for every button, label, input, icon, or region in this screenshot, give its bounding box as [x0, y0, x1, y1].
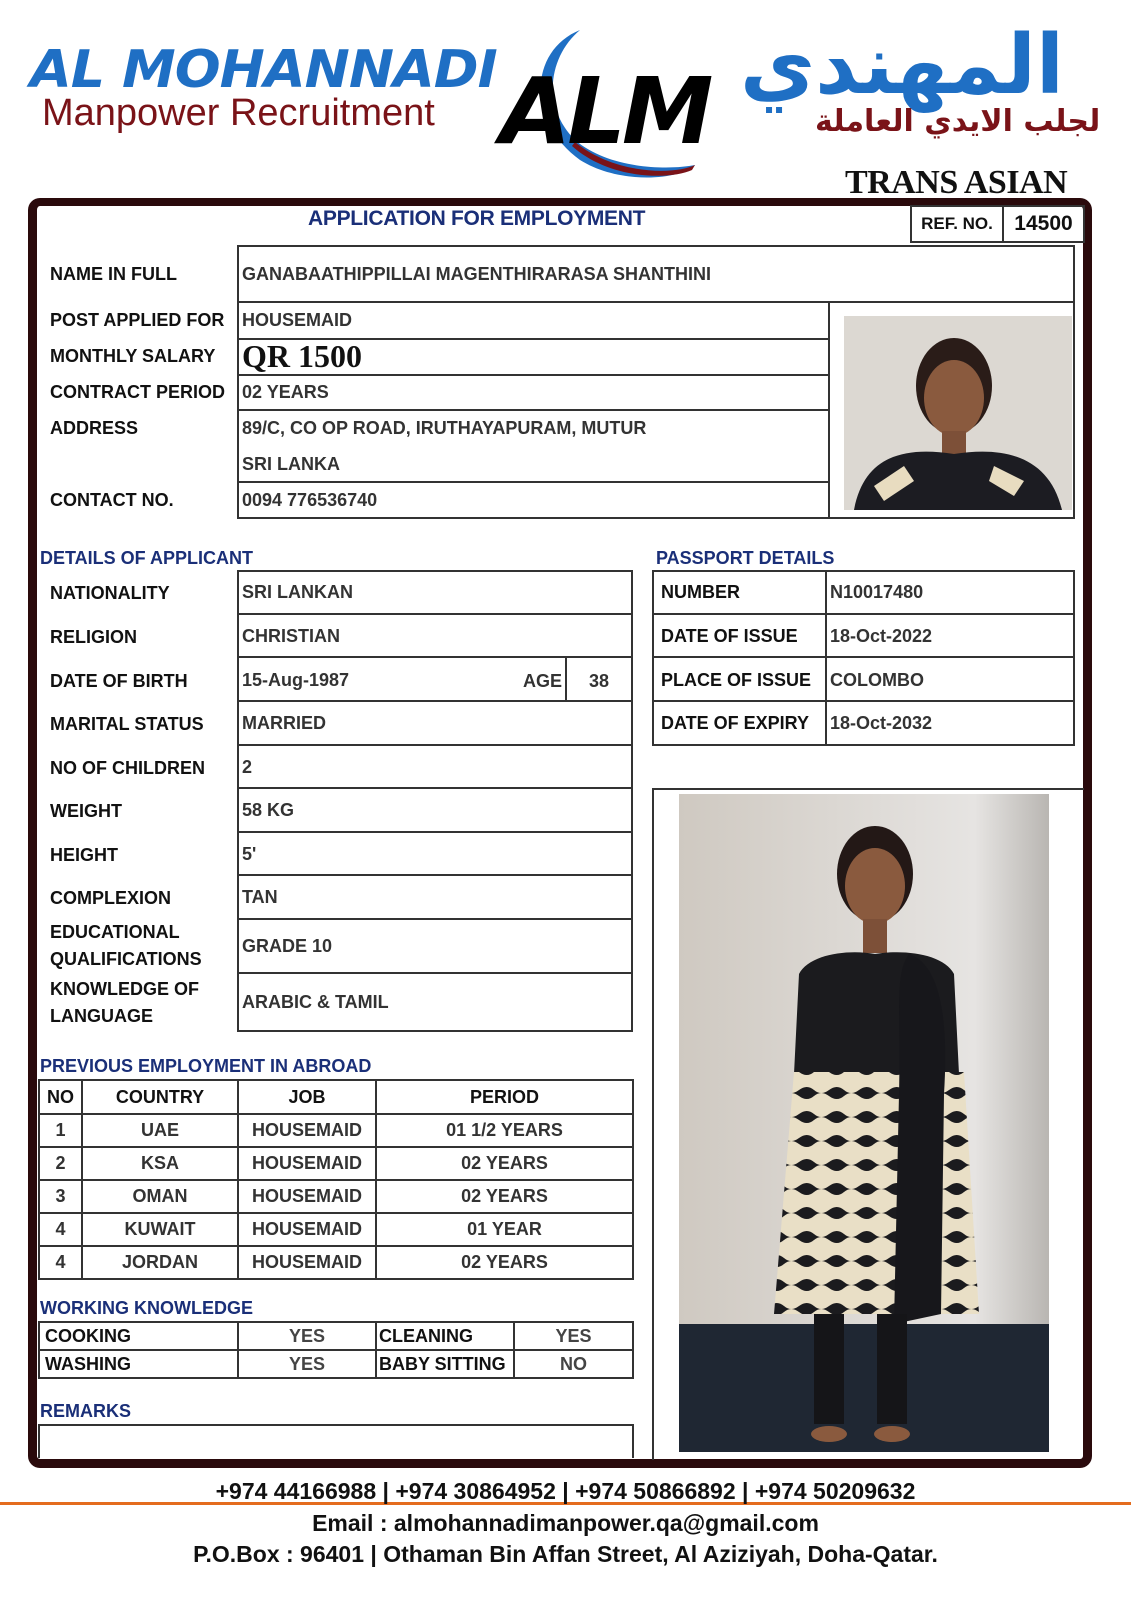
footer-address: P.O.Box : 96401 | Othaman Bin Affan Street, Al Aziziyah, Doha-Qatar. [193, 1541, 938, 1567]
skill-name: CLEANING [376, 1322, 514, 1350]
ref-number-box [910, 205, 1085, 243]
label-weight: WEIGHT [50, 801, 122, 821]
value-contact: 0094 776536740 [242, 490, 378, 510]
value-complexion: TAN [242, 887, 278, 907]
value-height: 5' [242, 844, 257, 864]
value-place-of-issue: COLOMBO [830, 670, 924, 690]
col-header-period: PERIOD [376, 1080, 633, 1114]
label-education-1: EDUCATIONAL [50, 922, 180, 942]
section-remarks: REMARKS [40, 1401, 132, 1421]
skill-value: YES [238, 1322, 376, 1350]
cell-country: UAE [82, 1114, 238, 1147]
skill-value: NO [514, 1350, 633, 1378]
table-row [39, 1350, 633, 1378]
section-passport-details: PASSPORT DETAILS [656, 548, 835, 568]
value-education: GRADE 10 [242, 936, 333, 956]
skill-value: YES [238, 1350, 376, 1378]
col-header-no: NO [39, 1080, 82, 1114]
value-date-of-expiry: 18-Oct-2032 [830, 713, 933, 733]
label-address: ADDRESS [50, 418, 139, 438]
cell-no: 1 [39, 1114, 82, 1147]
footer-phones: +974 44166988 | +974 30864952 | +974 50866892 | +974 50209632 [215, 1478, 916, 1504]
skill-name: BABY SITTING [376, 1350, 514, 1378]
table-row [39, 1147, 633, 1180]
value-address-line1: 89/C, CO OP ROAD, IRUTHAYAPURAM, MUTUR [242, 418, 647, 438]
skill-name: COOKING [39, 1322, 238, 1350]
label-date-of-issue: DATE OF ISSUE [661, 626, 798, 646]
value-salary: QR 1500 [242, 338, 362, 374]
value-date-of-issue: 18-Oct-2022 [830, 626, 933, 646]
label-contact: CONTACT NO. [50, 490, 174, 510]
label-contract: CONTRACT PERIOD [50, 382, 225, 402]
table-row [39, 1213, 633, 1246]
footer-email: Email : almohannadimanpower.qa@gmail.com [312, 1510, 819, 1536]
value-post: HOUSEMAID [242, 310, 353, 330]
label-religion: RELIGION [50, 627, 138, 647]
cell-period: 02 YEARS [376, 1147, 633, 1180]
cell-country: KUWAIT [82, 1213, 238, 1246]
table-row [39, 1246, 633, 1279]
value-passport-number: N10017480 [830, 582, 924, 602]
cell-period: 02 YEARS [376, 1246, 633, 1279]
cell-job: HOUSEMAID [238, 1213, 376, 1246]
value-nationality: SRI LANKAN [242, 582, 353, 602]
table-row [39, 1114, 633, 1147]
label-age: AGE [523, 671, 563, 691]
label-language-2: LANGUAGE [50, 1006, 153, 1026]
cell-country: OMAN [82, 1180, 238, 1213]
cell-job: HOUSEMAID [238, 1180, 376, 1213]
previous-employment-table [38, 1079, 634, 1280]
partner-name: TRANS ASIAN [845, 164, 1068, 201]
table-header-row [39, 1080, 633, 1114]
section-working-knowledge: WORKING KNOWLEDGE [40, 1298, 253, 1318]
value-address-line2: SRI LANKA [242, 454, 340, 474]
ref-label: REF. NO. [912, 207, 1004, 241]
skill-name: WASHING [39, 1350, 238, 1378]
cell-country: KSA [82, 1147, 238, 1180]
label-dob: DATE OF BIRTH [50, 671, 188, 691]
brand-name-en: AL MOHANNADI [30, 39, 497, 100]
cell-period: 01 YEAR [376, 1213, 633, 1246]
label-height: HEIGHT [50, 845, 119, 865]
remarks-field [38, 1424, 634, 1458]
cell-job: HOUSEMAID [238, 1246, 376, 1279]
cell-no: 3 [39, 1180, 82, 1213]
cell-job: HOUSEMAID [238, 1114, 376, 1147]
form-title: APPLICATION FOR EMPLOYMENT [308, 207, 646, 230]
label-place-of-issue: PLACE OF ISSUE [661, 670, 812, 690]
table-row [39, 1180, 633, 1213]
value-children: 2 [242, 757, 253, 777]
value-weight: 58 KG [242, 800, 295, 820]
cell-period: 01 1/2 YEARS [376, 1114, 633, 1147]
applicant-portrait-photo [844, 316, 1072, 510]
value-religion: CHRISTIAN [242, 626, 340, 646]
cell-job: HOUSEMAID [238, 1147, 376, 1180]
brand-monogram: ALM [500, 58, 710, 165]
cell-no: 2 [39, 1147, 82, 1180]
label-name: NAME IN FULL [50, 264, 177, 284]
label-language-1: KNOWLEDGE OF [50, 979, 199, 999]
applicant-full-body-photo [679, 794, 1049, 1452]
brand-name-ar: المهندي [740, 18, 1064, 113]
cell-period: 02 YEARS [376, 1180, 633, 1213]
cell-no: 4 [39, 1246, 82, 1279]
cell-no: 4 [39, 1213, 82, 1246]
label-passport-number: NUMBER [661, 582, 740, 602]
label-children: NO OF CHILDREN [50, 758, 205, 778]
label-post: POST APPLIED FOR [50, 310, 225, 330]
section-previous-employment: PREVIOUS EMPLOYMENT IN ABROAD [40, 1056, 372, 1076]
value-contract: 02 YEARS [242, 382, 329, 402]
ref-number: 14500 [1014, 212, 1073, 235]
label-marital-status: MARITAL STATUS [50, 714, 204, 734]
value-age: 38 [589, 671, 610, 691]
working-knowledge-table [38, 1321, 634, 1379]
value-name: GANABAATHIPPILLAI MAGENTHIRARASA SHANTHINI [242, 264, 711, 284]
label-nationality: NATIONALITY [50, 583, 170, 603]
col-header-country: COUNTRY [82, 1080, 238, 1114]
skill-value: YES [514, 1322, 633, 1350]
value-language: ARABIC & TAMIL [242, 992, 389, 1012]
table-row [39, 1322, 633, 1350]
value-dob: 15-Aug-1987 [242, 670, 350, 690]
label-education-2: QUALIFICATIONS [50, 949, 202, 969]
cell-country: JORDAN [82, 1246, 238, 1279]
value-marital-status: MARRIED [242, 713, 326, 733]
col-header-job: JOB [238, 1080, 376, 1114]
label-complexion: COMPLEXION [50, 888, 172, 908]
section-applicant-details: DETAILS OF APPLICANT [40, 548, 253, 568]
brand-subtitle-ar: لجلب الايدي العاملة [815, 104, 1101, 139]
label-salary: MONTHLY SALARY [50, 346, 216, 366]
label-date-of-expiry: DATE OF EXPIRY [661, 713, 810, 733]
brand-subtitle-en: Manpower Recruitment [42, 92, 435, 134]
